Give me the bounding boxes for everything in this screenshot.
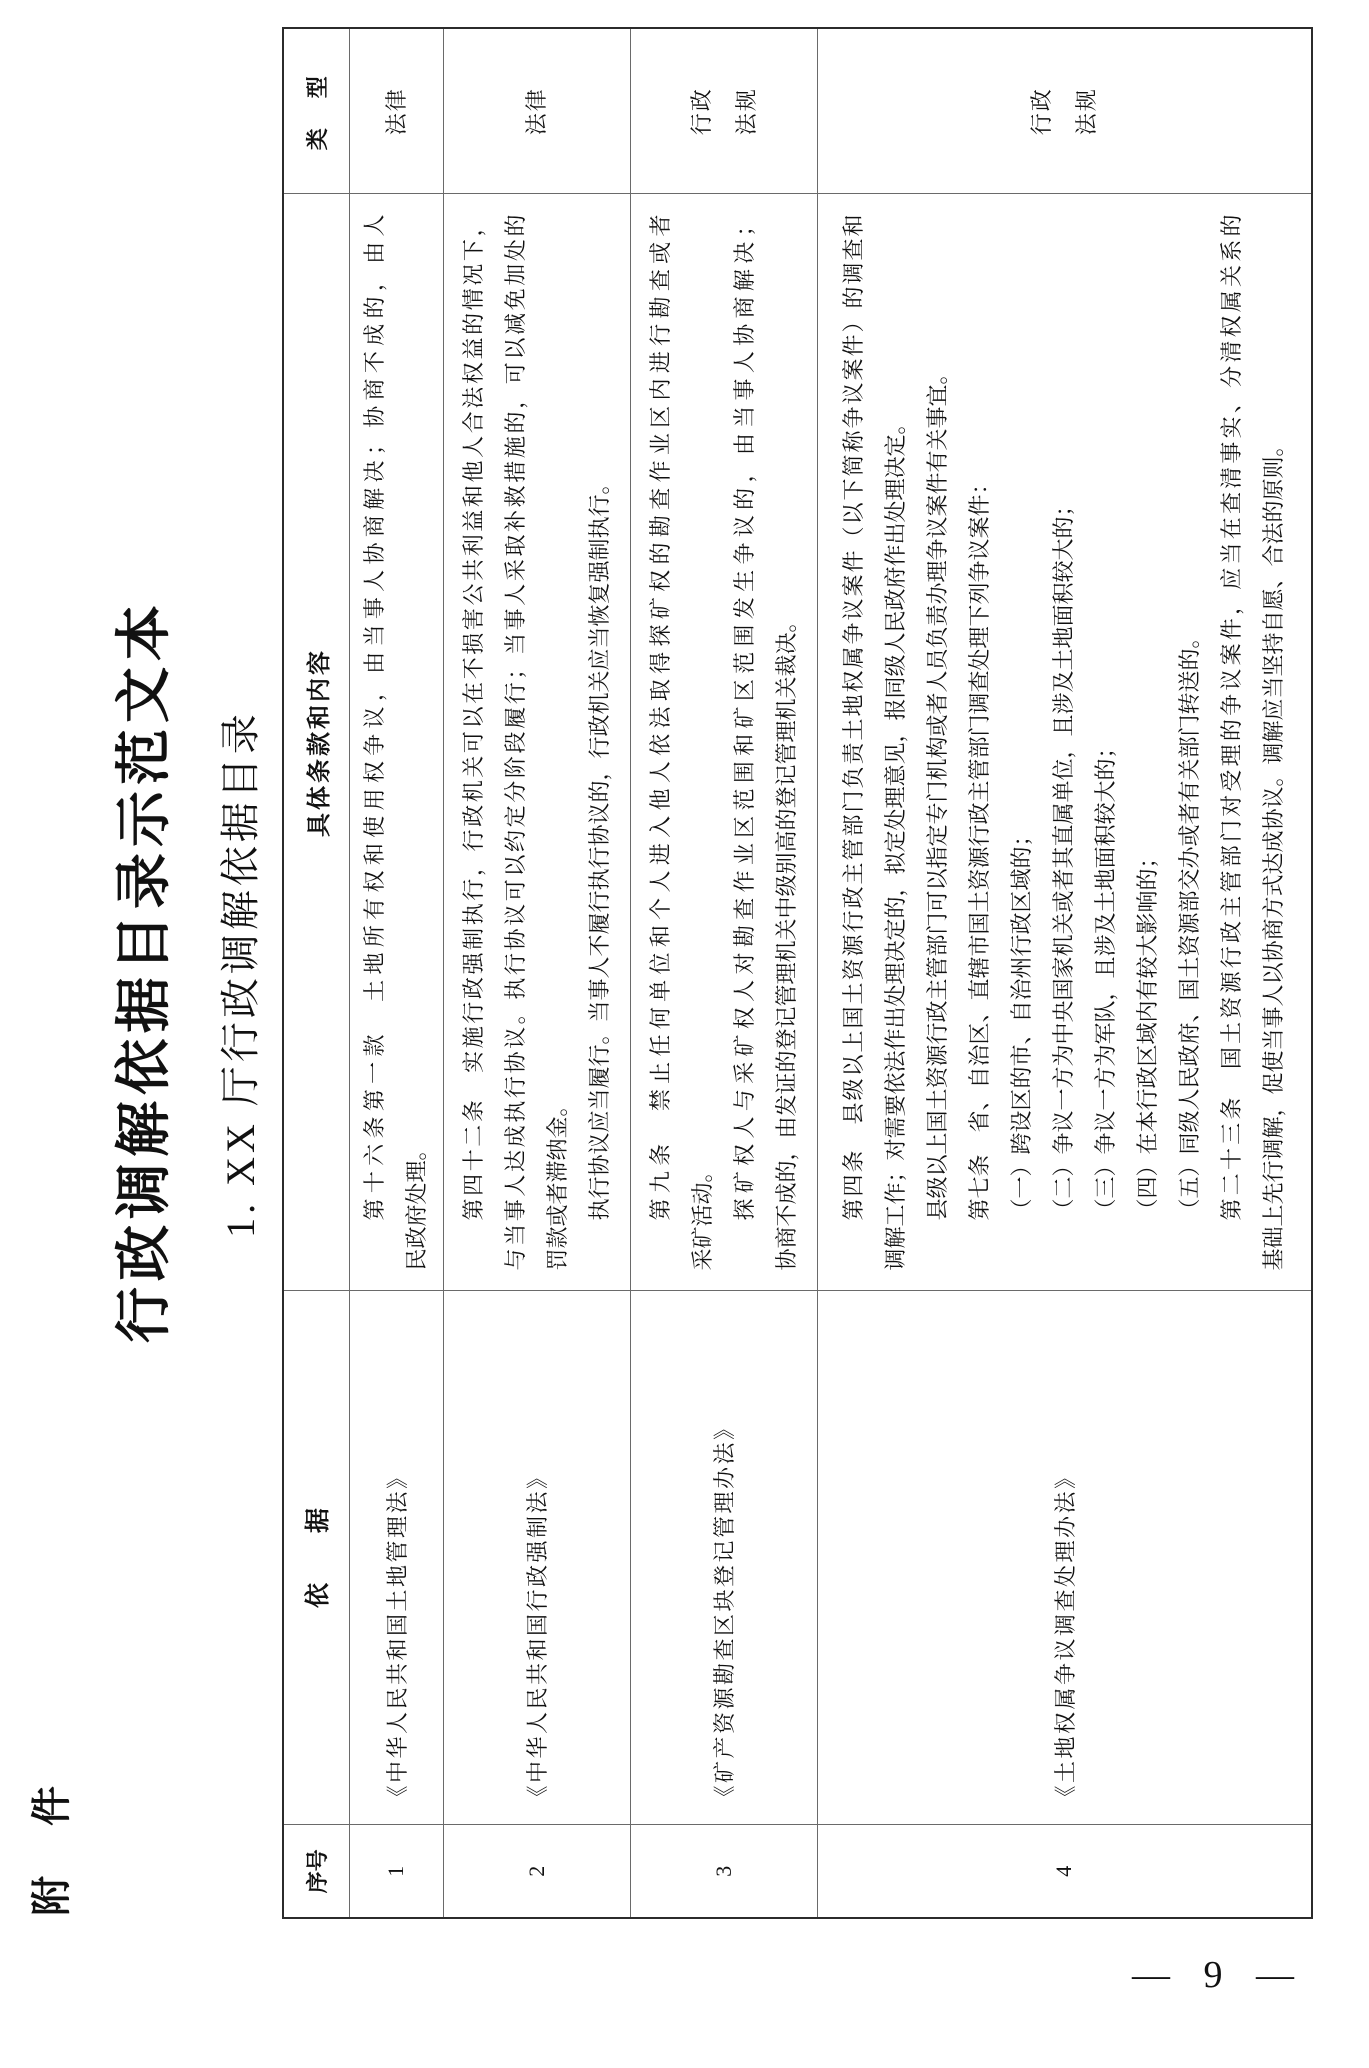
content-line: （四）在本行政区域内有较大影响的； xyxy=(1135,846,1161,1221)
content-line: 第十六条第一款 土地所有权和使用权争议，由当事人协商解决；协商不成的，由人 xyxy=(362,214,387,1221)
row-type xyxy=(630,28,817,194)
content-line: 与当事人达成执行协议。执行协议可以约定分阶段履行；当事人采取补救措施的，可以减免加处的 xyxy=(502,214,528,1271)
header-index: 序号 xyxy=(283,1825,349,1918)
content-line: 第九条 禁止任何单位和个人进入他人依法取得探矿权的勘查作业区内进行勘查或者 xyxy=(647,214,673,1221)
content-line: 基础上先行调解，促使当事人以协商方式达成协议。调解应当坚持自愿、合法的原则。 xyxy=(1261,434,1287,1271)
content-line: （一）跨设区的市、自治州行政区域的； xyxy=(1009,824,1035,1221)
type-line: 法规 xyxy=(733,87,759,136)
type-line: 行政 xyxy=(688,87,714,136)
content-line: 协商不成的，由发证的登记管理机关中级别高的登记管理机关裁决。 xyxy=(773,610,799,1271)
attachment-label: 附 件 xyxy=(30,1781,74,1916)
content-line: （二）争议一方为中央国家机关或者其直属单位，且涉及土地面积较大的； xyxy=(1051,494,1077,1221)
header-content: 具体条款和内容 xyxy=(283,194,349,1291)
row-content xyxy=(349,194,443,1291)
row-index: 3 xyxy=(630,1825,817,1918)
table-row xyxy=(349,28,443,1918)
type-line: 行政 xyxy=(1029,87,1055,136)
content-line: 采矿活动。 xyxy=(689,1160,715,1271)
content-line: 县级以上国土资源行政主管部门可以指定专门机构或者人员负责办理争议案件有关事宜。 xyxy=(925,362,951,1221)
table-row xyxy=(817,28,1312,1918)
content-line: 第七条 省、自治区、直辖市国土资源行政主管部门调查处理下列争议案件： xyxy=(967,472,993,1221)
content-line: 第四十二条 实施行政强制执行，行政机关可以在不损害公共利益和他人合法权益的情况下， xyxy=(460,214,486,1221)
header-basis: 依 据 xyxy=(283,1291,349,1825)
header-type: 类 型 xyxy=(283,28,349,194)
content-line: 罚款或者滞纳金。 xyxy=(544,1094,570,1271)
table-row xyxy=(443,28,630,1918)
row-type xyxy=(349,28,443,194)
row-content xyxy=(630,194,817,1291)
content-line: 第二十三条 国土资源行政主管部门对受理的争议案件，应当在查清事实、分清权属关系的 xyxy=(1219,214,1245,1221)
row-type xyxy=(817,28,1312,194)
row-index: 2 xyxy=(443,1825,630,1918)
row-basis: 《矿产资源勘查区块登记管理办法》 xyxy=(630,1291,817,1825)
row-type xyxy=(443,28,630,194)
type-line: 法律 xyxy=(383,87,409,136)
page-number: — 9 — xyxy=(1132,1954,1294,1996)
content-line: 探矿权人与采矿权人对勘查作业区范围和矿区范围发生争议的，由当事人协商解决； xyxy=(731,214,757,1221)
row-basis: 《中华人民共和国土地管理法》 xyxy=(349,1291,443,1825)
document-title: 行政调解依据目录示范文本 xyxy=(114,599,176,1343)
row-basis: 《中华人民共和国行政强制法》 xyxy=(443,1291,630,1825)
content-line: （五）同级人民政府、国土资源部交办或者有关部门转送的。 xyxy=(1177,626,1203,1221)
content-line: 调解工作；对需要依法作出处理决定的，拟定处理意见，报同级人民政府作出处理决定。 xyxy=(883,412,909,1271)
row-index: 4 xyxy=(817,1825,1312,1918)
content-line: 执行协议应当履行。当事人不履行执行协议的，行政机关应当恢复强制执行。 xyxy=(586,472,612,1221)
mediation-basis-table xyxy=(282,27,1313,1919)
row-content xyxy=(443,194,630,1291)
content-line: 第四条 县级以上国土资源行政主管部门负责土地权属争议案件（以下简称争议案件）的调查和 xyxy=(841,214,867,1221)
type-line: 法规 xyxy=(1074,87,1100,136)
row-content xyxy=(817,194,1312,1291)
type-line: 法律 xyxy=(524,87,549,136)
content-line: （三）争议一方为军队，且涉及土地面积较大的； xyxy=(1093,736,1119,1221)
table-row xyxy=(630,28,817,1918)
row-basis: 《土地权属争议调查处理办法》 xyxy=(817,1291,1312,1825)
table-header-row xyxy=(283,28,349,1918)
section-subtitle: 1. XX 厅行政调解依据目录 xyxy=(218,710,263,1238)
content-line: 民政府处理。 xyxy=(404,1138,429,1271)
row-index: 1 xyxy=(349,1825,443,1918)
